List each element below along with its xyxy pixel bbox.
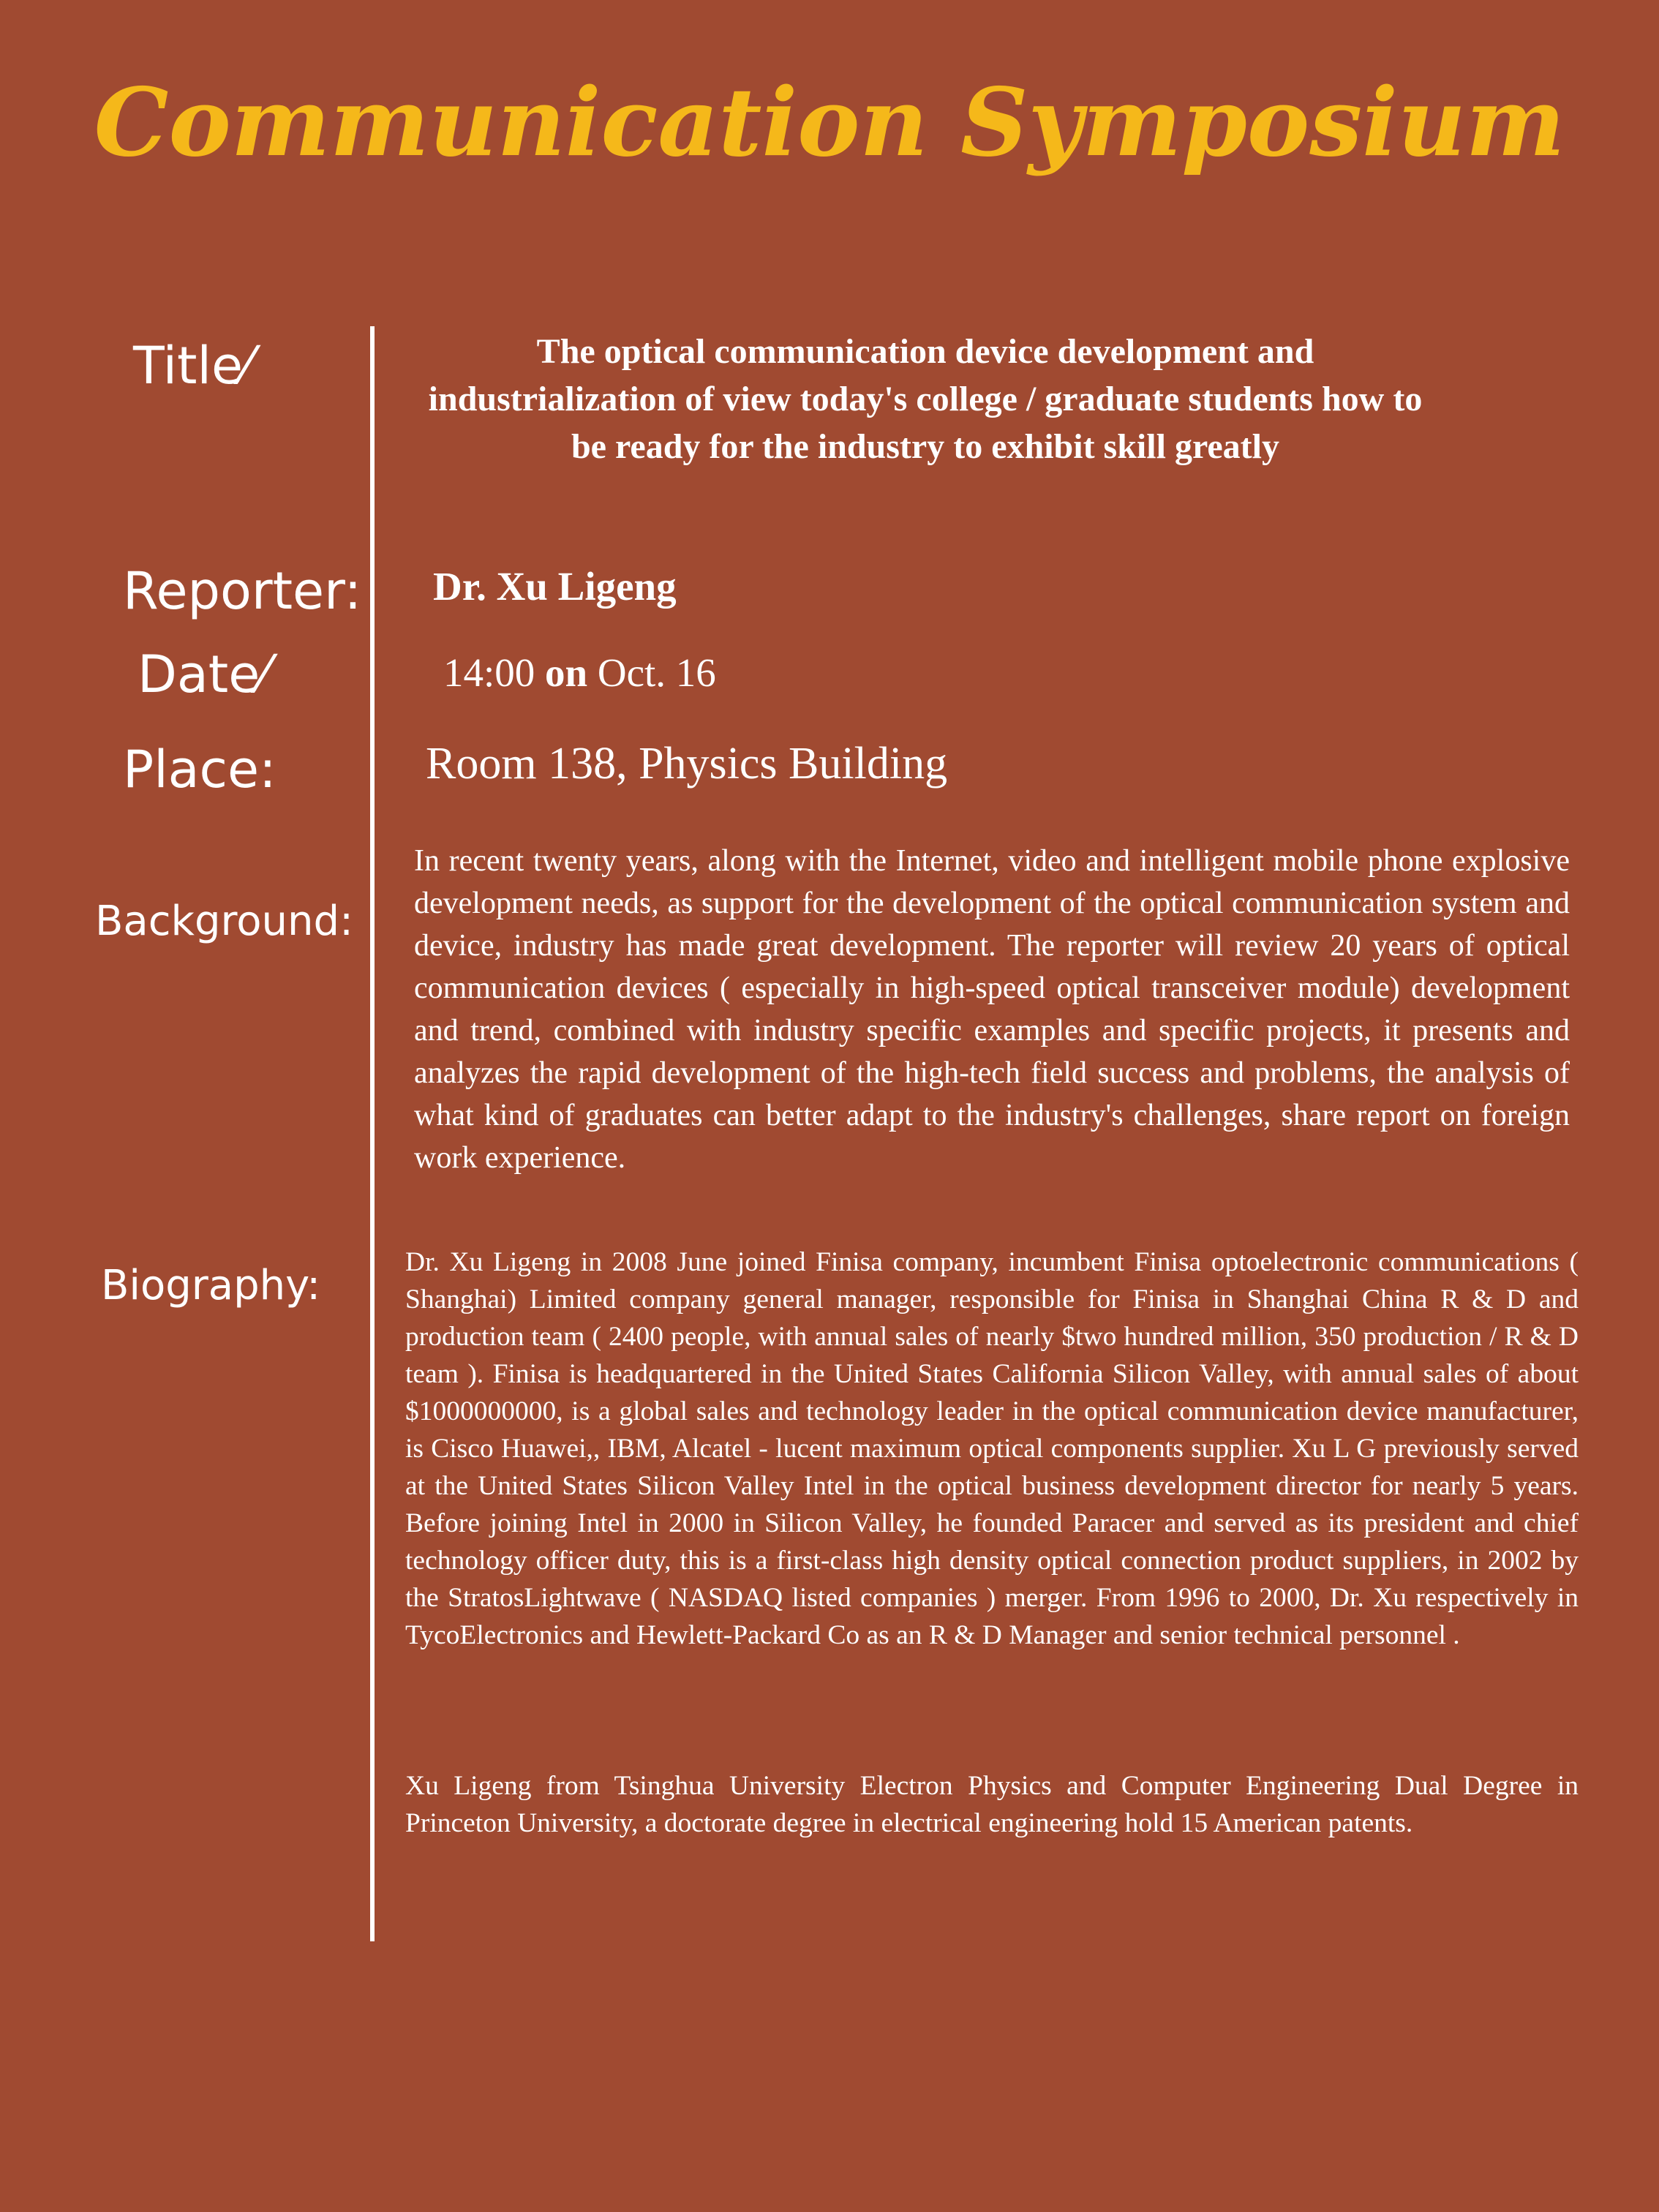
date-day: Oct. 16 [597, 650, 716, 695]
biography-paragraph: Dr. Xu Ligeng in 2008 June joined Finisa company, incumbent Finisa optoelectronic communications ( Shanghai) Limited company general manager, responsible for Finisa in Shanghai China R & D and production team ( 2400 people, with annual sales of nearly $two hundred million, 350 production / R & D team ). Finisa is headquartered in the United States California Silicon Valley, with annual sales of about $1000000000, is a global sales and technology leader in the optical communication device manufacturer, is Cisco Huawei,, IBM, Alcatel - lucent maximum optical components supplier. Xu L G previously served at the United States Silicon Valley Intel in the optical business development director for nearly 5 years. Before joining Intel in 2000 in Silicon Valley, he founded Paracer and served as its president and chief technology officer duty, this is a first-class high density optical connection product suppliers, in 2002 by the StratosLightwave ( NASDAQ listed companies ) merger. From 1996 to 2000, Dr. Xu respectively in TycoElectronics and Hewlett-Packard Co as an R & D Manager and senior technical personnel . [405, 1247, 1579, 1650]
reporter-name: Dr. Xu Ligeng [433, 564, 677, 609]
biography-paragraph: Xu Ligeng from Tsinghua University Electron Physics and Computer Engineering Dual Degree in Princeton University, a doctorate degree in electrical engineering hold 15 American patents. [405, 1771, 1579, 1838]
date-time: 14:00 [443, 650, 535, 695]
biography-label: Biography: [101, 1262, 321, 1309]
title-label: Title⁄ [133, 336, 252, 396]
reporter-label: Reporter: [123, 561, 362, 621]
place-label: Place: [123, 740, 276, 800]
background-text: In recent twenty years, along with the Internet, video and intelligent mobile phone explosive development needs, as support for the development of the optical communication system and device, industry has made great development. The reporter will review 20 years of optical communication devices ( especially in high-speed optical transceiver module) development and trend, combined with industry specific examples and specific projects, it presents and analyzes the rapid development of the high-tech field success and problems, the analysis of what kind of graduates can better adapt to the industry's challenges, share report on foreign work experience. [414, 844, 1570, 1175]
date-value [443, 644, 716, 702]
date-label: Date⁄ [138, 644, 268, 704]
place-value: Room 138, Physics Building [426, 739, 948, 789]
background-label: Background: [95, 898, 353, 945]
poster-heading: Communication Symposium [94, 68, 1565, 178]
vertical-divider [370, 326, 375, 1941]
date-on: on [545, 650, 588, 695]
talk-title: The optical communication device development and industrialization of view today's college / graduate students how to be ready for the industry to exhibit skill greatly [428, 332, 1423, 466]
